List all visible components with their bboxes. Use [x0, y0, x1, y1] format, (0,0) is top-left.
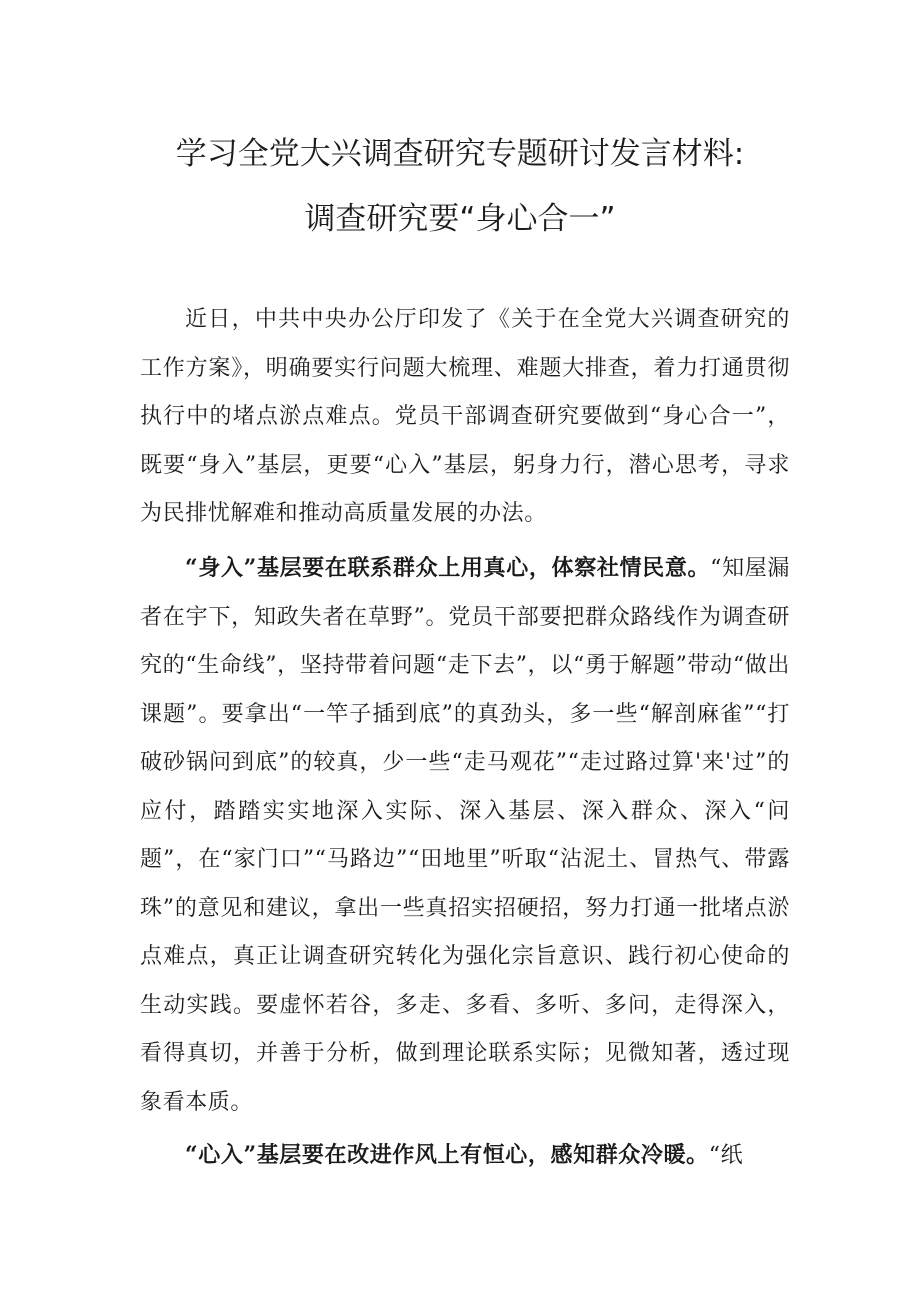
document-title-line-1: 学习全党大兴调查研究专题研讨发言材料: — [175, 136, 745, 172]
paragraph-lead-heart-entry: “心入”基层要在改进作风上有恒心，感知群众冷暖。 — [185, 1142, 709, 1168]
paragraph-intro-text: 近日，中共中央办公厅印发了《关于在全党大兴调查研究的工作方案》，明确要实行问题大梳理、难题大排查，着力打通贯彻执行中的堵点淤点难点。党员干部调查研究要做到“身心合一”，既要“身入”基层，更要“心入”基层，躬身力行，潜心思考，寻求为民排忧解难和推动高质量发展的办法。 — [140, 307, 790, 526]
paragraph-intro — [140, 296, 790, 539]
document-title-line-2: 调查研究要“身心合一” — [304, 201, 616, 237]
paragraph-text-body-entry: “知屋漏者在宇下，知政失者在草野”。党员干部要把群众路线作为调查研究的“生命线”，坚持带着问题“走下去”，以“勇于解题”带动“做出课题”。要拿出“一竿子插到底”的真劲头，多一些“解剖麻雀”“打破砂锅问到底”的较真，少一些“走马观花”“走过路过算'来'过”的应付，踏踏实实地深入实际、深入基层、深入群众、深入“问题”，在“家门口”“马路边”“田地里”听取“沾泥土、冒热气、带露珠”的意见和建议，拿出一些真招实招硬招，努力打通一批堵点淤点难点，真正让调查研究转化为强化宗旨意识、践行初心使命的生动实践。要虚怀若谷，多走、多看、多听、多问，走得深入，看得真切，并善于分析，做到理论联系实际；见微知著，透过现象看本质。 — [140, 556, 790, 1115]
paragraph-heart-entry — [140, 1131, 790, 1181]
paragraph-text-heart-entry: “纸 — [708, 1143, 744, 1168]
paragraph-body-entry — [140, 544, 790, 1127]
paragraph-lead-body-entry: “身入”基层要在联系群众上用真心，体察社情民意。 — [185, 555, 711, 581]
